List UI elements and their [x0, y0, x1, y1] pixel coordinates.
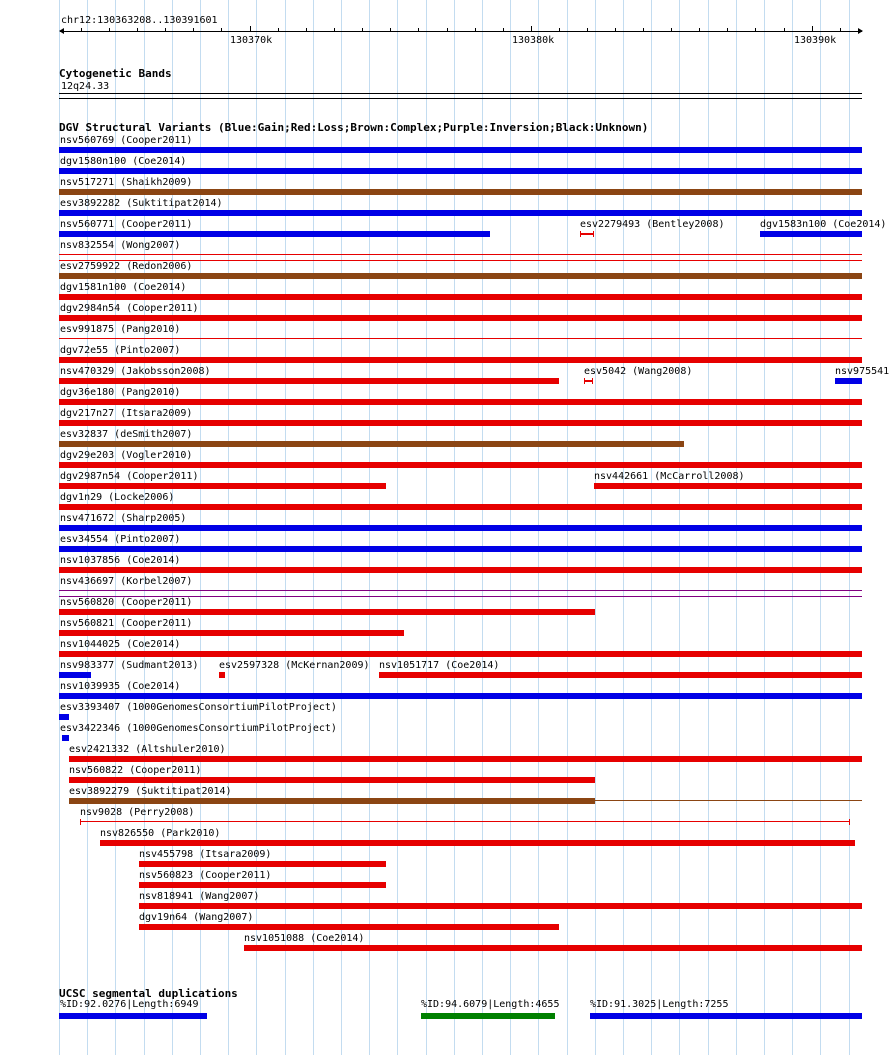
bar-end-cap: [584, 378, 585, 384]
dgv-feature-bar[interactable]: [59, 441, 684, 447]
ruler-minor-tick: [193, 28, 194, 31]
dgv-feature-bar[interactable]: [59, 504, 862, 510]
dgv-feature-label[interactable]: nsv455798 (Itsara2009): [139, 849, 272, 860]
ruler-minor-tick: [671, 28, 672, 31]
dgv-feature-label[interactable]: esv3393407 (1000GenomesConsortiumPilotProject): [60, 702, 337, 713]
dgv-feature-bar[interactable]: [59, 546, 862, 552]
dgv-feature-bar[interactable]: [59, 714, 69, 720]
segdup-bar[interactable]: [59, 1013, 207, 1019]
dgv-feature-bar[interactable]: [69, 798, 595, 804]
dgv-feature-label[interactable]: nsv560822 (Cooper2011): [69, 765, 202, 776]
ruler-minor-tick: [559, 28, 560, 31]
dgv-feature-label[interactable]: dgv29e203 (Vogler2010): [60, 450, 193, 461]
dgv-feature-bar[interactable]: [80, 821, 850, 822]
dgv-feature-bar[interactable]: [379, 672, 862, 678]
dgv-feature-bar[interactable]: [139, 861, 386, 867]
dgv-feature-label[interactable]: nsv818941 (Wang2007): [139, 891, 260, 902]
dgv-feature-bar[interactable]: [59, 630, 404, 636]
dgv-feature-label[interactable]: nsv560771 (Cooper2011): [60, 219, 193, 230]
dgv-feature-bar[interactable]: [59, 189, 862, 195]
dgv-feature-label[interactable]: dgv1581n100 (Coe2014): [60, 282, 187, 293]
dgv-feature-label[interactable]: esv34554 (Pinto2007): [60, 534, 181, 545]
scroll-right-arrow-icon[interactable]: [858, 28, 863, 34]
bar-end-cap: [80, 819, 81, 825]
dgv-feature-label[interactable]: esv3892279 (Suktitipat2014): [69, 786, 232, 797]
dgv-feature-bar[interactable]: [59, 399, 862, 405]
dgv-feature-bar[interactable]: [580, 233, 594, 235]
dgv-feature-bar[interactable]: [760, 231, 862, 237]
dgv-feature-label[interactable]: nsv471672 (Sharp2005): [60, 513, 187, 524]
segdup-track-title: UCSC segmental duplications: [59, 987, 238, 1000]
dgv-feature-bar[interactable]: [59, 168, 862, 174]
ruler-minor-tick: [362, 28, 363, 31]
ruler-minor-tick: [334, 28, 335, 31]
ruler-minor-tick: [587, 28, 588, 31]
dgv-feature-bar[interactable]: [139, 924, 559, 930]
dgv-feature-bar[interactable]: [59, 672, 91, 678]
dgv-feature-bar[interactable]: [59, 315, 862, 321]
ruler-minor-tick: [615, 28, 616, 31]
ruler-minor-tick: [447, 28, 448, 31]
dgv-feature-bar[interactable]: [59, 609, 595, 615]
ruler-minor-tick: [221, 28, 222, 31]
bar-end-cap: [580, 231, 581, 237]
dgv-feature-bar[interactable]: [59, 590, 862, 591]
ruler-minor-tick: [306, 28, 307, 31]
dgv-feature-label[interactable]: nsv983377 (Sudmant2013): [60, 660, 199, 671]
dgv-feature-bar[interactable]: [139, 882, 386, 888]
dgv-feature-label[interactable]: dgv2987n54 (Cooper2011): [60, 471, 199, 482]
dgv-feature-bar[interactable]: [59, 357, 862, 363]
dgv-feature-label[interactable]: esv2421332 (Altshuler2010): [69, 744, 226, 755]
dgv-feature-label[interactable]: nsv1037856 (Coe2014): [60, 555, 181, 566]
ruler-major-tick: [812, 26, 813, 31]
dgv-feature-bar[interactable]: [69, 756, 862, 762]
dgv-feature-bar[interactable]: [59, 254, 862, 255]
dgv-feature-label[interactable]: esv3422346 (1000GenomesConsortiumPilotProject): [60, 723, 337, 734]
ruler-minor-tick: [643, 28, 644, 31]
ruler-minor-tick: [475, 28, 476, 31]
dgv-feature-label[interactable]: dgv72e55 (Pinto2007): [60, 345, 181, 356]
dgv-feature-label[interactable]: nsv560820 (Cooper2011): [60, 597, 193, 608]
segdup-bar[interactable]: [421, 1013, 555, 1019]
dgv-feature-bar[interactable]: [835, 378, 862, 384]
ruler-tick-label: 130390k: [794, 35, 837, 46]
dgv-feature-label[interactable]: nsv832554 (Wong2007): [60, 240, 181, 251]
dgv-feature-label[interactable]: esv5042 (Wang2008): [584, 366, 693, 377]
scroll-left-arrow-icon[interactable]: [59, 28, 64, 34]
cytoband-label: 12q24.33: [61, 81, 110, 92]
dgv-feature-label[interactable]: dgv36e180 (Pang2010): [60, 387, 181, 398]
dgv-feature-label[interactable]: nsv1039935 (Coe2014): [60, 681, 181, 692]
segdup-bar[interactable]: [590, 1013, 862, 1019]
dgv-feature-label[interactable]: nsv470329 (Jakobsson2008): [60, 366, 211, 377]
dgv-feature-bar[interactable]: [59, 378, 559, 384]
dgv-feature-label[interactable]: nsv975541: [835, 366, 890, 377]
dgv-feature-label[interactable]: nsv442661 (McCarroll2008): [594, 471, 745, 482]
ruler-minor-tick: [418, 28, 419, 31]
bar-end-cap: [592, 378, 593, 384]
ruler-minor-tick: [727, 28, 728, 31]
ruler-minor-tick: [165, 28, 166, 31]
dgv-feature-bar[interactable]: [59, 567, 862, 573]
dgv-feature-label[interactable]: dgv2984n54 (Cooper2011): [60, 303, 199, 314]
ruler-minor-tick: [503, 28, 504, 31]
dgv-feature-label[interactable]: nsv1051717 (Coe2014): [379, 660, 500, 671]
bar-end-cap: [849, 819, 850, 825]
ruler-major-tick: [531, 26, 532, 31]
dgv-feature-bar[interactable]: [59, 462, 862, 468]
dgv-feature-label[interactable]: dgv1583n100 (Coe2014): [760, 219, 887, 230]
dgv-feature-bar[interactable]: [139, 903, 862, 909]
dgv-feature-label[interactable]: dgv19n64 (Wang2007): [139, 912, 254, 923]
dgv-feature-label[interactable]: dgv1580n100 (Coe2014): [60, 156, 187, 167]
dgv-feature-label[interactable]: esv3892282 (Suktitipat2014): [60, 198, 223, 209]
ruler-major-tick: [250, 26, 251, 31]
ruler-minor-tick: [755, 28, 756, 31]
ruler-minor-tick: [109, 28, 110, 31]
dgv-feature-label[interactable]: nsv560821 (Cooper2011): [60, 618, 193, 629]
ruler-minor-tick: [81, 28, 82, 31]
dgv-feature-bar[interactable]: [59, 651, 862, 657]
dgv-feature-label[interactable]: dgv217n27 (Itsara2009): [60, 408, 193, 419]
dgv-feature-bar[interactable]: [244, 945, 862, 951]
segdup-label[interactable]: %ID:94.6079|Length:4655: [421, 999, 560, 1010]
dgv-feature-bar[interactable]: [594, 483, 862, 489]
dgv-feature-bar[interactable]: [59, 273, 862, 279]
bar-end-cap: [593, 231, 594, 237]
dgv-feature-bar[interactable]: [59, 693, 862, 699]
dgv-feature-label[interactable]: esv32837 (deSmith2007): [60, 429, 193, 440]
dgv-feature-label[interactable]: nsv560769 (Cooper2011): [60, 135, 193, 146]
dgv-feature-bar[interactable]: [100, 840, 855, 846]
cytoband-line: [59, 98, 862, 99]
dgv-feature-bar[interactable]: [219, 672, 225, 678]
dgv-feature-bar[interactable]: [69, 777, 595, 783]
dgv-track-title: DGV Structural Variants (Blue:Gain;Red:Loss;Brown:Complex;Purple:Inversion;Black:Unknown): [59, 121, 649, 134]
dgv-feature-label[interactable]: nsv517271 (Shaikh2009): [60, 177, 193, 188]
ruler-minor-tick: [390, 28, 391, 31]
dgv-feature-label[interactable]: nsv1051088 (Coe2014): [244, 933, 365, 944]
ruler-minor-tick: [278, 28, 279, 31]
ruler-minor-tick: [699, 28, 700, 31]
ruler-tick-label: 130380k: [512, 35, 555, 46]
dgv-feature-bar[interactable]: [59, 147, 862, 153]
dgv-feature-label[interactable]: nsv1044025 (Coe2014): [60, 639, 181, 650]
dgv-feature-label[interactable]: esv2759922 (Redon2006): [60, 261, 193, 272]
ruler-minor-tick: [137, 28, 138, 31]
dgv-feature-label[interactable]: nsv436697 (Korbel2007): [60, 576, 193, 587]
dgv-feature-label[interactable]: esv2597328 (McKernan2009): [219, 660, 370, 671]
ruler-axis: [60, 31, 862, 32]
dgv-feature-bar[interactable]: [59, 338, 862, 339]
ruler-tick-label: 130370k: [230, 35, 273, 46]
dgv-feature-bar[interactable]: [59, 525, 862, 531]
cytoband-line: [59, 93, 862, 94]
dgv-feature-bar[interactable]: [62, 735, 69, 741]
dgv-feature-label[interactable]: nsv9028 (Perry2008): [80, 807, 195, 818]
region-label: chr12:130363208..130391601: [61, 15, 218, 26]
dgv-feature-label[interactable]: dgv1n29 (Locke2006): [60, 492, 175, 503]
cytoband-track-title: Cytogenetic Bands: [59, 67, 172, 80]
segdup-label[interactable]: %ID:92.0276|Length:6949: [60, 999, 199, 1010]
segdup-label[interactable]: %ID:91.3025|Length:7255: [590, 999, 729, 1010]
dgv-feature-bar[interactable]: [59, 420, 862, 426]
dgv-feature-bar[interactable]: [59, 483, 386, 489]
dgv-feature-label[interactable]: esv2279493 (Bentley2008): [580, 219, 725, 230]
dgv-feature-label[interactable]: esv991875 (Pang2010): [60, 324, 181, 335]
dgv-feature-bar[interactable]: [59, 294, 862, 300]
ruler-minor-tick: [840, 28, 841, 31]
ruler-minor-tick: [784, 28, 785, 31]
dgv-feature-bar[interactable]: [59, 231, 490, 237]
dgv-feature-label[interactable]: nsv826550 (Park2010): [100, 828, 221, 839]
dgv-feature-bar[interactable]: [59, 210, 862, 216]
dgv-feature-label[interactable]: nsv560823 (Cooper2011): [139, 870, 272, 881]
